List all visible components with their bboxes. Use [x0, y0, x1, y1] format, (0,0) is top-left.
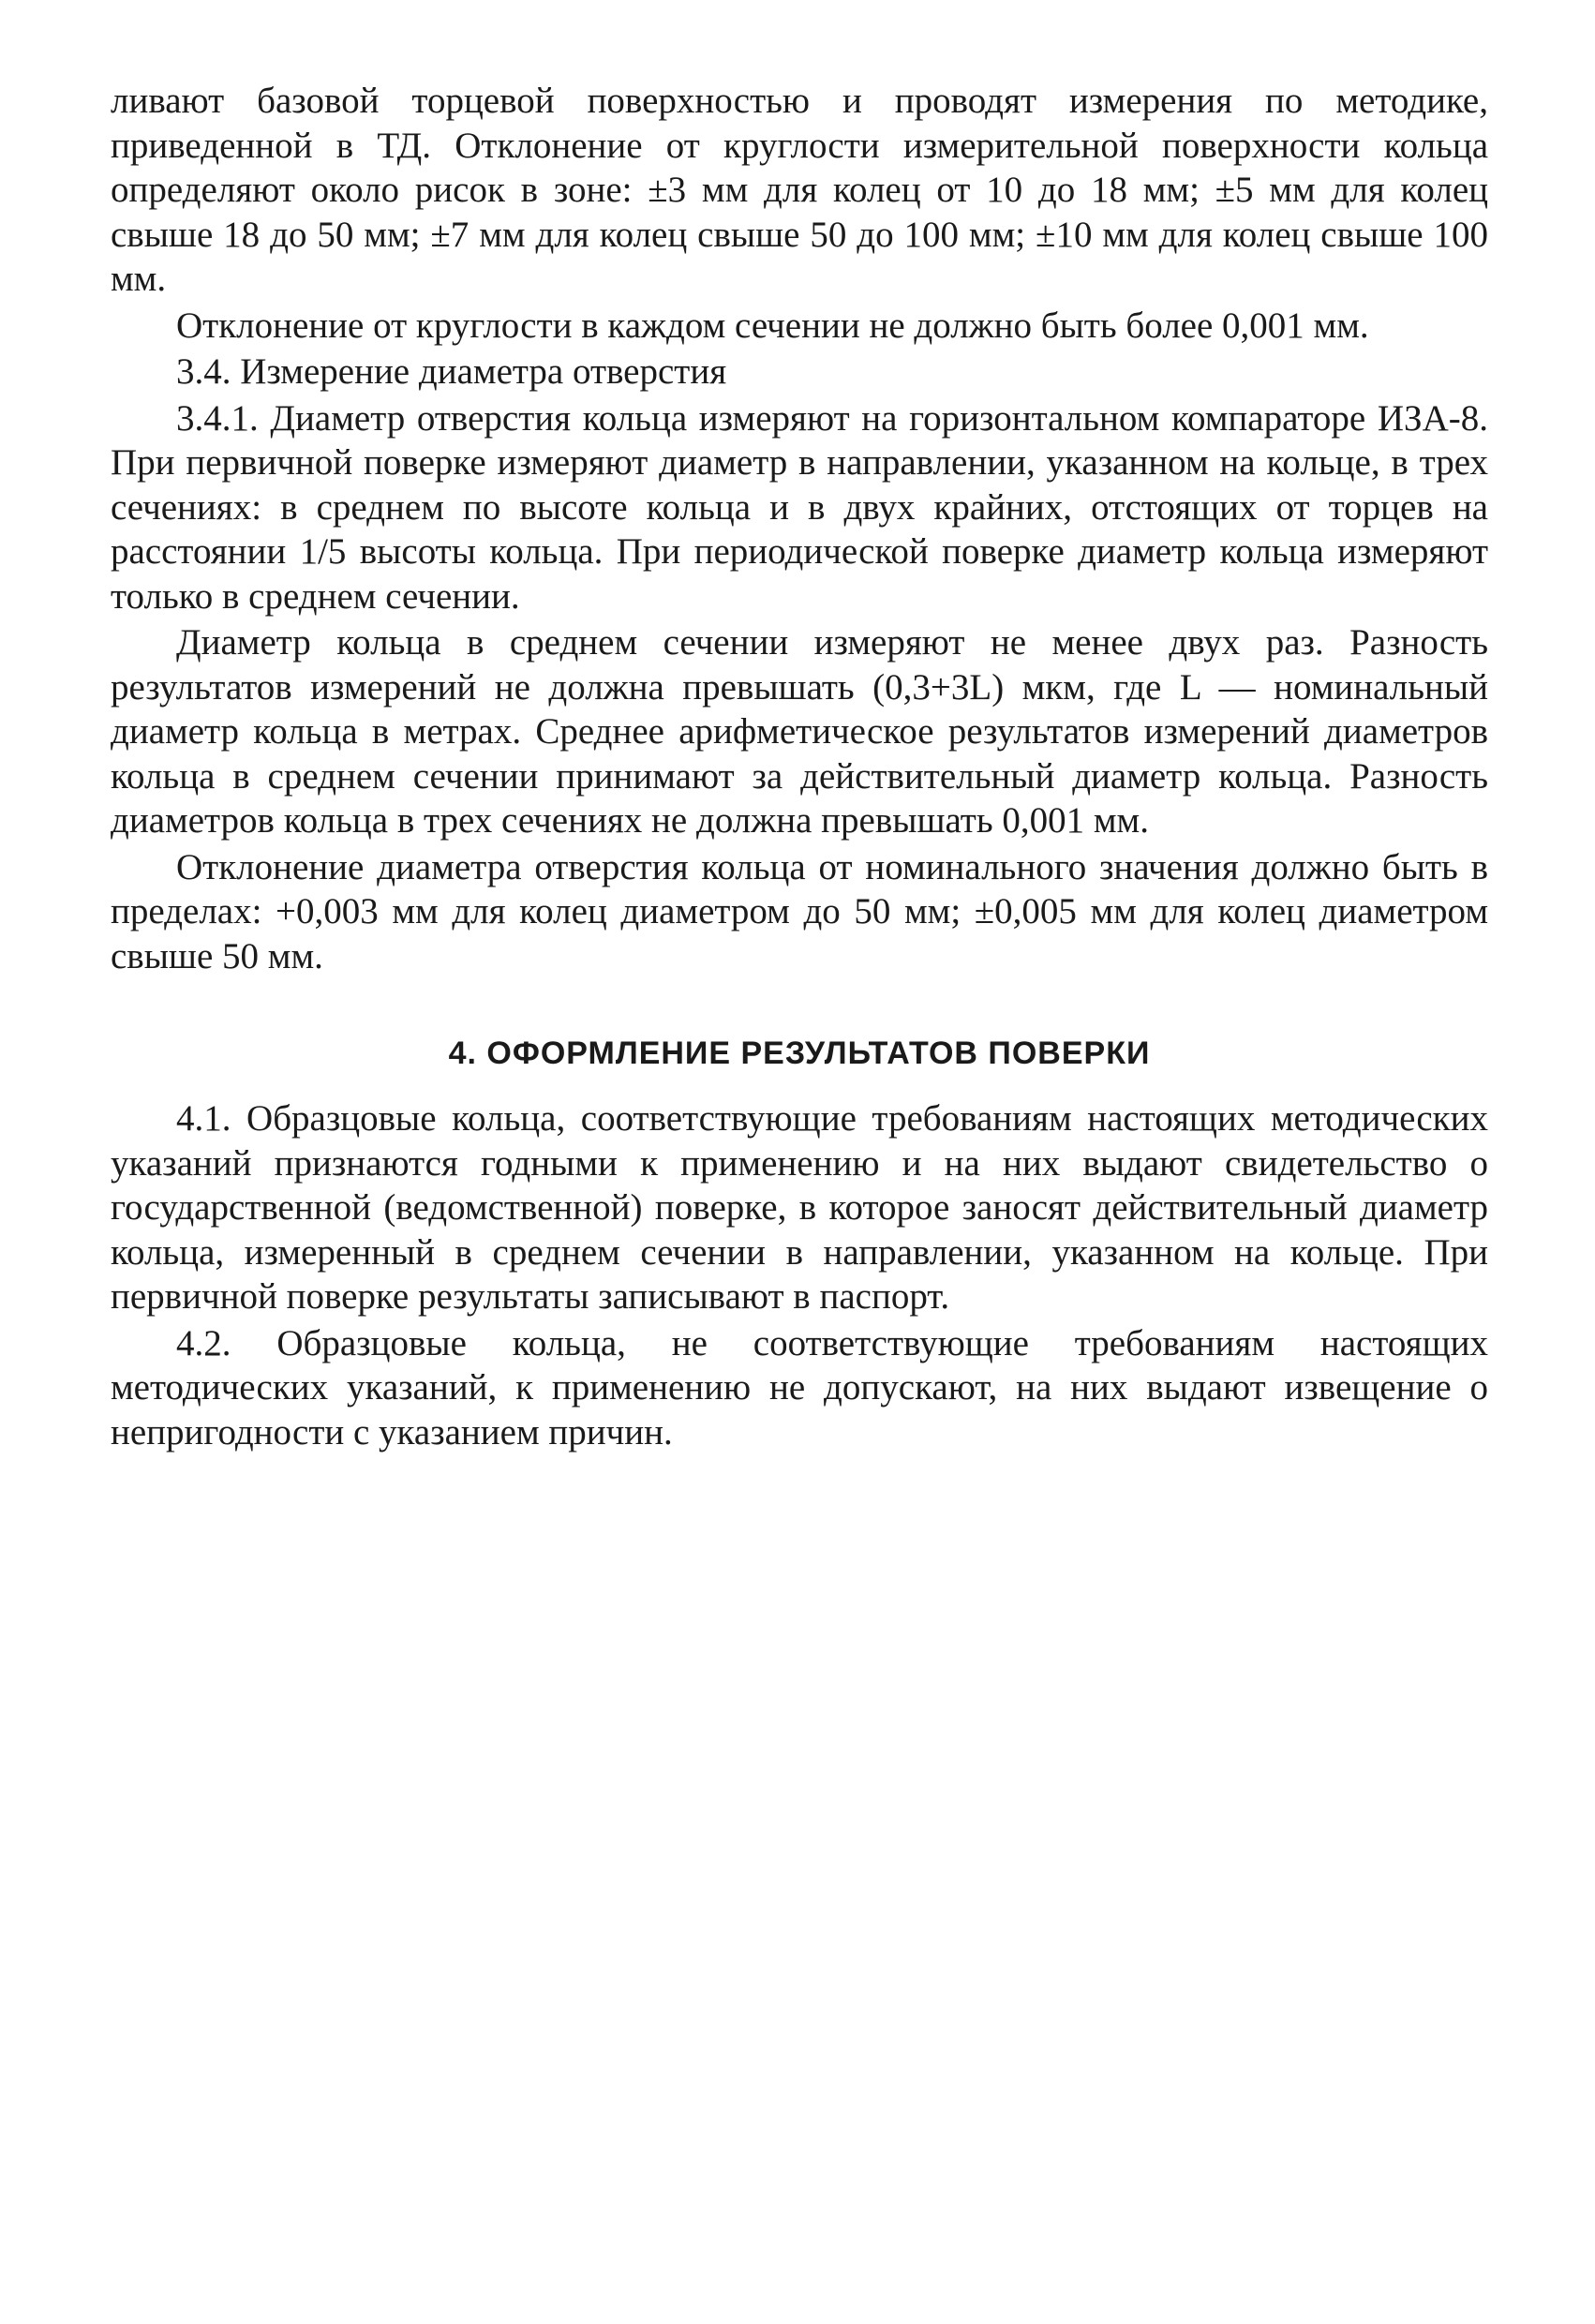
paragraph-roundness-limit: Отклонение от круглости в каждом сечении не должно быть более 0,001 мм. [176, 305, 1369, 346]
paragraph-4-2: 4.2. Образцовые кольца, не соответствующие требованиям настоящих методических указаний, к применению не допускают, на них выдают извещение о непригодности с указанием причин. [111, 1322, 1488, 1452]
subsection-heading-3-4: 3.4. Измерение диаметра отверстия [176, 351, 727, 392]
paragraph-diameter-measurement: Диаметр кольца в среднем сечении измеряют не менее двух раз. Разность результатов измерений не должна превышать (0,3+3L) мкм, где L — номинальный диаметр кольца в метрах. Среднее арифметическое результатов измерений диаметров кольца в среднем сечении принимают за действительный диаметр кольца. Разность диаметров кольца в трех сечениях не должна превышать 0,001 мм. [111, 622, 1488, 841]
paragraph-diameter-deviation: Отклонение диаметра отверстия кольца от номинального значения должно быть в пределах: +0,003 мм для колец диаметром до 50 мм; ±0,005 мм для колец диаметром свыше 50 мм. [111, 846, 1488, 976]
section-title-4: 4. ОФОРМЛЕНИЕ РЕЗУЛЬТАТОВ ПОВЕРКИ [448, 1035, 1151, 1071]
document-page [111, 79, 1488, 1456]
paragraph-3-4-1: 3.4.1. Диаметр отверстия кольца измеряют на горизонтальном компараторе ИЗА-8. При первичной поверке измеряют диаметр в направлении, указанном на кольце, в трех сечениях: в среднем по высоте кольца и в двух крайних, отстоящих от торцев на расстоянии 1/5 высоты кольца. При периодической поверке диаметр кольца измеряют только в среднем сечении. [111, 397, 1488, 617]
paragraph-roundness-zones: ливают базовой торцевой поверхностью и проводят измерения по методике, приведенной в ТД. Отклонение от круглости измерительной поверхности кольца определяют около рисок в зоне: ±3 мм для колец от 10 до 18 мм; ±5 мм для колец свыше 18 до 50 мм; ±7 мм для колец свыше 50 до 100 мм; ±10 мм для колец свыше 100 мм. [111, 81, 1488, 299]
paragraph-4-1: 4.1. Образцовые кольца, соответствующие требованиям настоящих методических указаний признаются годными к применению и на них выдают свидетельство о государственной (ведомственной) поверке, в которое заносят действительный диаметр кольца, измеренный в среднем сечении в направлении, указанном на кольце. При первичной поверке результаты записывают в паспорт. [111, 1098, 1488, 1317]
